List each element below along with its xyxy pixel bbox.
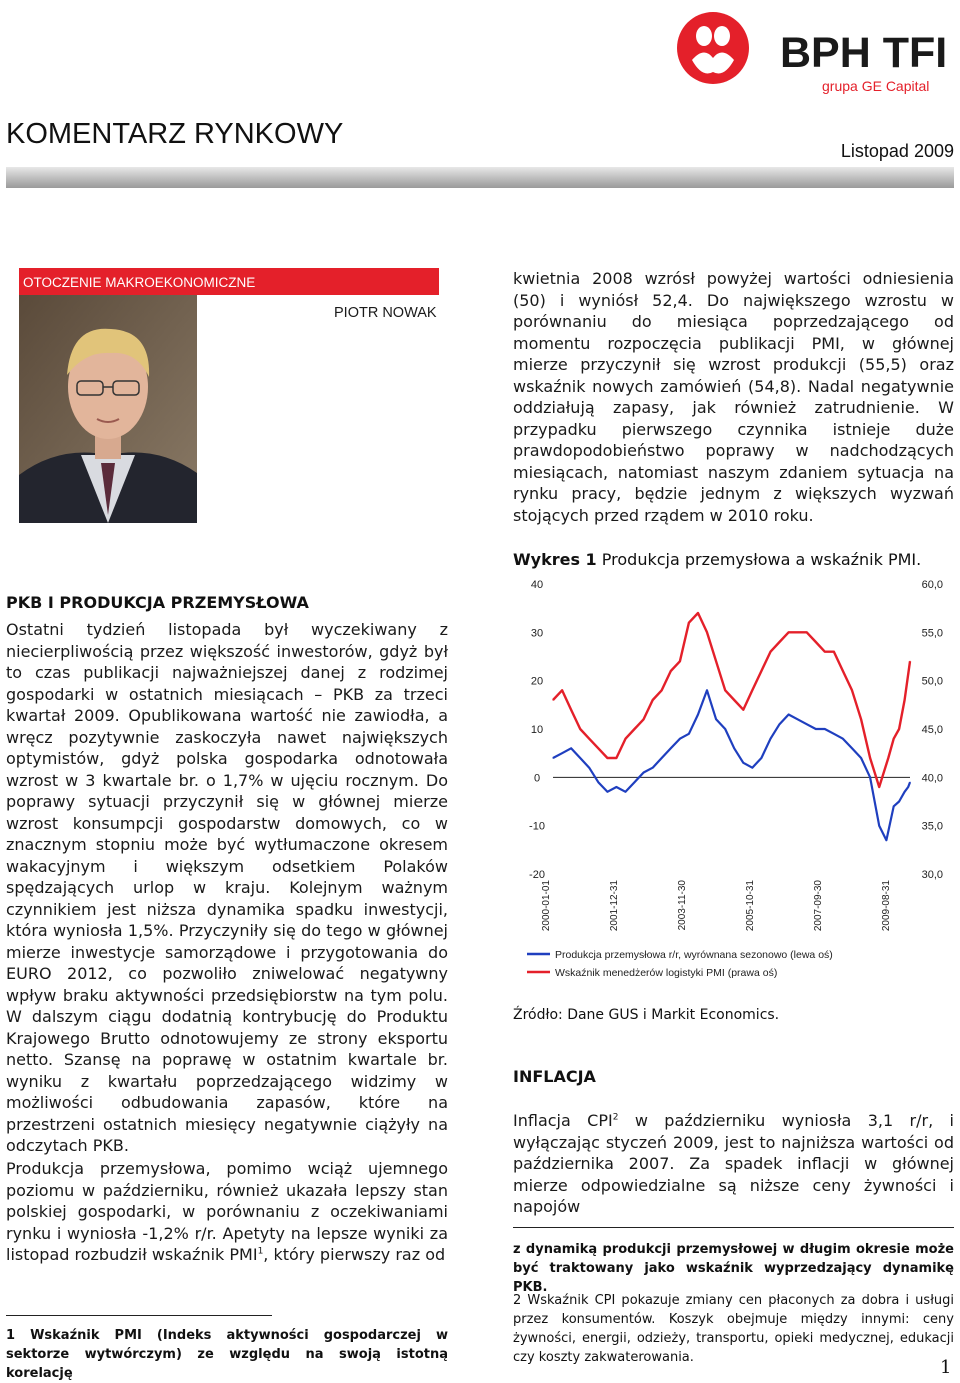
chart-data-point-2	[697, 612, 698, 613]
chart-data-point-2	[607, 757, 608, 758]
footnote-rule-right	[513, 1227, 954, 1228]
chart-data-point-1	[634, 782, 635, 783]
chart-data-point-1	[580, 757, 581, 758]
chart-data-point-2	[851, 690, 852, 691]
chart-data-point-1	[833, 733, 834, 734]
chart-right-tick-label: 50,0	[921, 675, 943, 688]
logo-wordmark: BPH TFI	[780, 29, 948, 77]
chart-data-point-1	[797, 719, 798, 720]
chart-data-point-1	[779, 724, 780, 725]
chart-x-tick-label: 2001-12-31	[609, 880, 620, 932]
chart-data-point-2	[670, 670, 671, 671]
chart-data-point-2	[625, 738, 626, 739]
chart-data-point-2	[904, 699, 905, 700]
chart-data-point-1	[886, 840, 887, 841]
chart-data-point-2	[909, 661, 910, 662]
chart-data-point-2	[879, 786, 880, 787]
chart-data-point-1	[788, 714, 789, 715]
chart-data-point-1	[697, 714, 698, 715]
production-paragraph-tail: , który pierwszy raz od	[263, 1245, 446, 1264]
chart-data-point-1	[734, 748, 735, 749]
author-photo	[19, 295, 197, 523]
production-paragraph	[6, 1158, 448, 1266]
chart-data-point-2	[580, 728, 581, 729]
chart-data-point-1	[743, 762, 744, 763]
footnote-2-mark: 2	[513, 1293, 522, 1308]
chart-data-point-2	[706, 632, 707, 633]
chart-data-point-1	[761, 757, 762, 758]
chart-data-point-1	[770, 738, 771, 739]
chart-data-point-2	[552, 699, 553, 700]
chart-data-point-1	[908, 786, 909, 787]
chart-data-point-2	[824, 651, 825, 652]
chart-data-point-1	[870, 777, 871, 778]
section-banner	[19, 268, 439, 295]
chart-x-tick-label: 2007-09-30	[813, 880, 824, 932]
footnote-1-continuation: z dynamiką produkcji przemysłowej w długim okresie może być traktowany jako wskaźnik wyprzedzający dynamikę PKB.	[513, 1242, 954, 1295]
chart-data-point-2	[589, 738, 590, 739]
chart-data-point-1	[661, 757, 662, 758]
page-number: 1	[940, 1357, 952, 1378]
section-banner-label: OTOCZENIE MAKROEKONOMICZNE	[23, 275, 256, 290]
chart-data-point-2	[679, 661, 680, 662]
chart-data-point-2	[616, 757, 617, 758]
footnote-1	[6, 1326, 448, 1383]
chart-left-tick-label: -20	[529, 869, 545, 881]
footnote-ref-1: 1	[257, 1246, 264, 1257]
production-paragraph-text: Produkcja przemysłowa, pomimo wciąż ujemnego poziomu w październiku, również ukazała lepszy stan polskiej gospodarki, w porównaniu z oczekiwaniami rynku i wyniosła -1,2% r/r. Apetyty na lepsze wyniki za listopad rozbudził wskaźnik PMI	[6, 1159, 448, 1264]
document-date: Listopad 2009	[840, 141, 954, 161]
footnote-2-text: Wskaźnik CPI pokazuje zmiany cen płaconych za dobra i usługi przez konsumentów. Koszyk obejmuje między innymi: ceny żywności, energii, odzieży, transportu, opieki medycznej, edukacji czy koszty zakwaterowania.	[513, 1293, 954, 1365]
chart-data-point-1	[562, 753, 563, 754]
chart-data-point-2	[562, 690, 563, 691]
chart-data-point-1	[616, 786, 617, 787]
chart-left-tick-label: 20	[530, 675, 544, 688]
chart-left-tick-label: 40	[530, 579, 544, 591]
chart-data-point-1	[679, 738, 680, 739]
chart-data-point-1	[824, 728, 825, 729]
footnote-rule-left	[6, 1315, 272, 1316]
chart-data-point-2	[806, 632, 807, 633]
chart-data-point-1	[670, 748, 671, 749]
chart-data-point-2	[815, 641, 816, 642]
chart-right-tick-label: 60,0	[921, 579, 943, 591]
chart-data-point-2	[761, 670, 762, 671]
chart-data-point-2	[779, 641, 780, 642]
chart-data-point-1	[815, 728, 816, 729]
chart-series-line-2	[553, 613, 910, 787]
chart-x-tick-label: 2000-01-01	[541, 880, 552, 932]
logo-mark	[670, 8, 756, 86]
chart-data-point-1	[688, 733, 689, 734]
footnote-1-text: Wskaźnik PMI (Indeks aktywności gospodarczej w sektorze wytwórczym) ze względu na swoją istotną korelację	[6, 1328, 448, 1381]
chart-data-point-1	[893, 806, 894, 807]
document-title: KOMENTARZ RYNKOWY	[6, 118, 344, 150]
chart-data-point-2	[788, 632, 789, 633]
chart-data-point-1	[904, 791, 905, 792]
chart-data-point-2	[893, 738, 894, 739]
chart-data-point-2	[743, 709, 744, 710]
chart-left-tick-label: 10	[530, 724, 544, 736]
footnote-2	[513, 1291, 954, 1367]
chart-left-tick-label: 30	[530, 627, 544, 640]
chart-production-pmi	[505, 572, 960, 992]
chart-x-tick-label: 2009-08-31	[881, 880, 892, 932]
chart-data-point-1	[607, 791, 608, 792]
pkb-paragraph: Ostatni tydzień listopada był wyczekiwany z niecierpliwością przez większość inwestorów, gdyż był to czas publikacji najważniejszej danej z rodzimej gospodarki w ostatnich miesiącach – PKB za trzeci kwartał 2009. Opublikowana wartość nie zawiodła, a wręcz pozytywnie zaskoczyła nawet największych optymistów, gdyż polska gospodarka odnotowała wzrost w 3 kwartale br. o 1,7% w ujęciu rocznym. Do poprawy sytuacji przyczynił się w głównej mierze wzrost konsumpcji gospodarstw domowych, co w znacznym stopniu może być wytłumaczone okresem wakacyjnym i większym odsetkiem Polaków spędzających urlop w kraju. Kolejnym ważnym czynnikiem jest niższa dynamika spadku inwestycji, która wyniosła 1,5%. Przyczyniły się do tego w głównej mierze inwestycje samorządowe i przygotowania do EURO 2012, co pozwoliło zniwelować negatywny wpływ braku aktywności przedsiębiorstw na tym polu. W dalszym ciągu dodatnią kontrybucję do Produktu Krajowego Brutto odnotowujemy ze strony eksportu netto. Szansę na poprawę w ostatnim kwartale br. wyniku z kwartału poprzedzającego widzimy w możliwości odbudowania zapasów, które na przestrzeni ostatnich miesięcy negatywnie ciążyły na odczytach PKB.	[6, 620, 448, 1155]
chart-data-point-1	[625, 791, 626, 792]
chart-source: Źródło: Dane GUS i Markit Economics.	[513, 1007, 780, 1023]
chart-data-point-2	[661, 690, 662, 691]
chart-data-point-2	[899, 728, 900, 729]
chart-data-point-1	[725, 728, 726, 729]
chart-x-tick-label: 2003-11-30	[677, 880, 688, 931]
chart-x-tick-label: 2005-10-31	[745, 880, 756, 932]
chart-data-point-2	[861, 719, 862, 720]
chart-right-tick-label: 40,0	[921, 772, 943, 785]
chart-data-point-1	[861, 757, 862, 758]
chart-data-point-2	[634, 728, 635, 729]
chart-data-point-1	[589, 767, 590, 768]
chart-data-point-1	[716, 719, 717, 720]
chart-data-point-1	[842, 738, 843, 739]
chart-left-tick-label: 0	[533, 772, 541, 785]
chart-data-point-1	[899, 801, 900, 802]
chart-data-point-2	[770, 651, 771, 652]
chart-data-point-2	[716, 661, 717, 662]
chart-right-tick-label: 45,0	[921, 724, 943, 736]
section-heading-inflacja: INFLACJA	[513, 1067, 596, 1086]
chart-data-point-1	[806, 724, 807, 725]
chart-data-point-2	[833, 651, 834, 652]
chart-data-point-1	[571, 748, 572, 749]
inflation-paragraph-text: Inflacja CPI	[513, 1111, 613, 1130]
chart-legend-label-1: Produkcja przemysłowa r/r, wyrównana sezonowo (lewa oś)	[555, 949, 833, 961]
header-divider-bar	[6, 167, 954, 188]
chart-right-tick-label: 35,0	[921, 820, 943, 833]
inflation-paragraph	[513, 1110, 954, 1218]
chart-data-point-1	[909, 782, 910, 783]
chart-data-point-1	[706, 690, 707, 691]
chart-title	[513, 549, 921, 571]
author-name: PIOTR NOWAK	[334, 305, 437, 321]
chart-data-point-1	[598, 782, 599, 783]
chart-data-point-2	[643, 719, 644, 720]
chart-data-point-1	[851, 748, 852, 749]
chart-data-point-2	[797, 632, 798, 633]
chart-right-tick-label: 30,0	[921, 869, 943, 881]
chart-data-point-2	[688, 622, 689, 623]
chart-data-point-1	[643, 772, 644, 773]
chart-data-point-2	[652, 699, 653, 700]
chart-data-point-2	[571, 709, 572, 710]
chart-series-line-1	[553, 690, 910, 840]
chart-data-point-2	[870, 757, 871, 758]
chart-data-point-2	[752, 690, 753, 691]
chart-title-number: Wykres 1	[513, 550, 597, 569]
chart-data-point-2	[842, 670, 843, 671]
chart-data-point-2	[725, 690, 726, 691]
chart-title-text: Produkcja przemysłowa a wskaźnik PMI.	[596, 550, 922, 569]
chart-data-point-1	[879, 825, 880, 826]
chart-data-point-1	[752, 767, 753, 768]
section-heading-pkb: PKB I PRODUKCJA PRZEMYSŁOWA	[6, 593, 309, 612]
chart-data-point-1	[552, 757, 553, 758]
logo-subtitle: grupa GE Capital	[822, 78, 930, 94]
chart-data-point-2	[598, 748, 599, 749]
footnote-1-mark: 1	[6, 1328, 16, 1343]
chart-data-point-2	[734, 699, 735, 700]
chart-data-point-1	[652, 767, 653, 768]
chart-right-tick-label: 55,0	[921, 627, 943, 640]
footnote-ref-2: 2	[612, 1112, 619, 1123]
pmi-continuation-paragraph: kwietnia 2008 wzrósł powyżej wartości odniesienia (50) i wyniósł 52,4. Do największego wzrostu w porównaniu do miesiąca poprzedzającego od momentu rozpoczęcia publikacji PMI, w głównej mierze przyczynił się wzrost produkcji (55,5) oraz wskaźnik nowych zamówień (54,8). Nadal negatywnie oddziałują zapasy, jak również zatrudnienie. W przypadku pierwszego czynnika istnieje duże prawdopodobieństwo poprawy w nadchodzących miesiącach, natomiast naszym zdaniem sytuacja na rynku pracy, będzie jednym z większych wyzwań stojących przed rządem w 2010 roku.	[513, 269, 954, 525]
inflation-paragraph-tail: w październiku wyniosła 3,1 r/r, i wyłączając styczeń 2009, jest to najniższa wartości od października 2007. Za spadek inflacji w głównej mierze odpowiedzialne są niższe ceny żywności i napojów	[513, 1111, 954, 1216]
chart-left-tick-label: -10	[529, 820, 545, 833]
chart-data-point-2	[888, 757, 889, 758]
chart-legend-label-2: Wskaźnik menedżerów logistyki PMI (prawa oś)	[555, 967, 778, 979]
